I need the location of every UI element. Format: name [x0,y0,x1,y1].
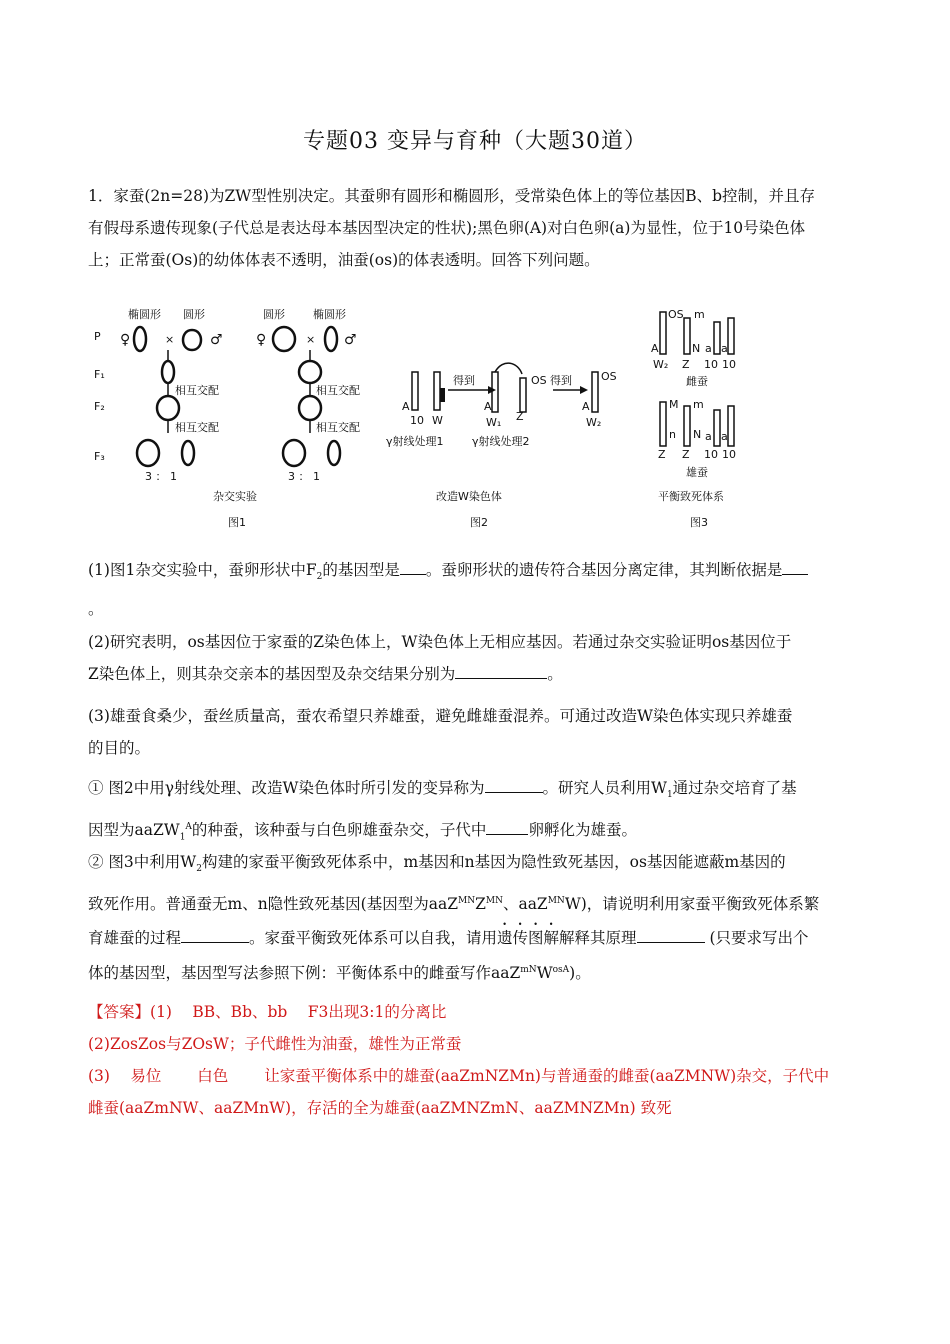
svg-text:m: m [693,398,704,411]
question-1-intro: 1．家蚕(2n=28)为ZW型性别决定。其蚕卵有圆形和椭圆形，受常染色体上的等位基因B、b控制，并且存 有假母系遗传现象(子代总是表达母本基因型决定的性状);黑色卵(A)对白色卵(a)为显性，位于10号染色体 上；正常蚕(Os)的幼体体表不透明，油蚕(os)的体表透明。回答下列问题。 [88,187,816,269]
question-1-part-1: (1)图1杂交实验中，蚕卵形状中$F_2$的基因型是 。蚕卵形状的遗传符合基因分离定律，其判断依据是 。 [88,554,863,625]
answer-blank[interactable] [637,928,705,943]
male-label: 雄蚕 [686,466,708,479]
svg-text:N: N [692,342,701,355]
svg-text:a: a [721,342,728,355]
svg-text:Z: Z [658,448,666,461]
figures [88,300,788,535]
svg-text:n: n [669,428,676,441]
answer-blank[interactable] [485,778,543,793]
question-1-part-3-1: ① 图2中用γ射线处理、改造W染色体时所引发的变异称为 。研究人员利用$W_1$通过杂交培育了基 因型为aaZW$_1^A$的种蚕，该种蚕与白色卵雄蚕杂交，子代中 卵孵化为雄蚕。 [88,779,797,843]
svg-text:N: N [693,428,702,441]
svg-text:×: × [306,333,316,346]
svg-text:A: A [582,400,590,413]
svg-text:Z: Z [682,448,690,461]
svg-text:a: a [705,342,712,355]
answer-blank[interactable] [400,560,426,575]
svg-text:W₂: W₂ [586,416,602,429]
svg-text:OS: OS [531,374,547,387]
svg-text:Z: Z [516,410,524,423]
svg-text:W: W [432,414,443,427]
fig1-label-ellipse-l: 椭圆形 [128,308,161,321]
fig2-title: 图2 [470,516,488,529]
answer-blank[interactable] [455,664,547,679]
ratio-left: 3 ： 1 [145,470,177,483]
page-title: 专题03 变异与育种（大题30道） [303,129,647,154]
fig3-title: 图3 [690,516,708,529]
svg-text:得到: 得到 [550,374,572,387]
svg-text:A: A [402,400,410,413]
fig1-caption: 杂交实验 [213,490,257,503]
fig3-caption: 平衡致死体系 [658,490,724,503]
svg-text:10: 10 [722,448,736,461]
svg-text:相互交配: 相互交配 [316,384,360,397]
gen-label-f2: F₂ [94,400,105,413]
question-1-part-3-2: ② 图3中利用$W_2$构建的家蚕平衡致死体系中，m基因和n基因为隐性致死基因，os基因能遮蔽m基因的 致死作用。普通蚕无m、n隐性致死基因(基因型为$aaZ^{MN}Z^{MN}$、aaZ$^{MN}$W)，请说明利用家蚕平衡致死体系繁 育雄蚕的过程 。家蚕平衡致死体系可以自我，请用遗传图解解释其原理 (只要求写出个 体的基因型，基因型写法参照下例：平衡体系中的雌蚕写作$aaZ^{mN}W^{osA}$)。 [88,853,820,983]
svg-text:a: a [705,430,712,443]
svg-text:OS: OS [601,370,617,383]
question-1-part-2: (2)研究表明，os基因位于家蚕的Z染色体上，W染色体上无相应基因。若通过杂交实验证明os基因位于 Z染色体上，则其杂交亲本的基因型及杂交结果分别为 。 [88,633,792,683]
mate-label: 相互交配 [175,384,219,397]
figure-panel [88,300,788,535]
step1-label: γ射线处理1 [386,435,444,448]
svg-text:10: 10 [704,358,718,371]
chromosome [434,372,440,410]
svg-text:10: 10 [704,448,718,461]
female-label: 雌蚕 [686,375,708,388]
answer-block: 【答案】(1) BB、Bb、bb F3出现3:1的分离比 (2)ZosZos与ZOsW；子代雌性为油蚕，雄性为正常蚕 (3) 易位 白色 让家蚕平衡体系中的雄蚕(aaZmNZMn)与普通蚕的雌蚕(aaZMNW)杂交，子代中 雌蚕(aaZmNW、aaZMnW)，存活的全为雄蚕(aaZMNZmN、aaZMNZMn) 致死 [88,1003,830,1117]
svg-text:10: 10 [722,358,736,371]
svg-text:10: 10 [410,414,424,427]
answer-label: 【答案】 [88,1003,151,1021]
svg-text:A: A [651,342,659,355]
ratio-right: 3 ： 1 [288,470,320,483]
male-symbol: ♂ [210,332,223,348]
egg-oval [134,327,146,351]
svg-text:W₁: W₁ [486,416,502,429]
svg-text:相互交配: 相互交配 [316,421,360,434]
cross-symbol: × [165,333,175,346]
question-1-part-3: (3)雄蚕食桑少，蚕丝质量高，蚕农希望只养雄蚕，避免雌雄蚕混养。可通过改造W染色体实现只养雄蚕 的目的。 [88,707,793,757]
svg-text:a: a [721,430,728,443]
egg-round [183,330,201,350]
gen-label-p: P [94,330,101,343]
figure-1 [94,307,360,529]
figure-3 [651,308,736,529]
answer-blank[interactable] [181,928,249,943]
female-symbol: ♀ [120,332,131,348]
gen-label-f1: F₁ [94,368,105,381]
svg-text:♀: ♀ [256,332,267,348]
answer-blank[interactable] [486,820,528,835]
answer-blank[interactable] [782,560,808,575]
gen-label-f3: F₃ [94,450,105,463]
fig1-label-round-l: 圆形 [183,308,205,321]
svg-text:A: A [484,400,492,413]
svg-text:OS: OS [668,308,684,321]
svg-text:m: m [694,308,705,321]
get-label: 得到 [453,374,475,387]
fig1-label-round-r: 圆形 [263,308,285,321]
svg-text:Z: Z [682,358,690,371]
fig2-caption: 改造W染色体 [436,490,502,503]
fig1-title: 图1 [228,516,246,529]
svg-text:M: M [669,398,679,411]
svg-text:♂: ♂ [344,332,357,348]
svg-text:W₂: W₂ [653,358,669,371]
mate-label: 相互交配 [175,421,219,434]
fig1-label-ellipse-r: 椭圆形 [313,308,346,321]
chromosome [412,372,418,410]
figure-2 [386,363,617,529]
question-number: 1． [88,187,114,205]
step2-label: γ射线处理2 [472,435,530,448]
